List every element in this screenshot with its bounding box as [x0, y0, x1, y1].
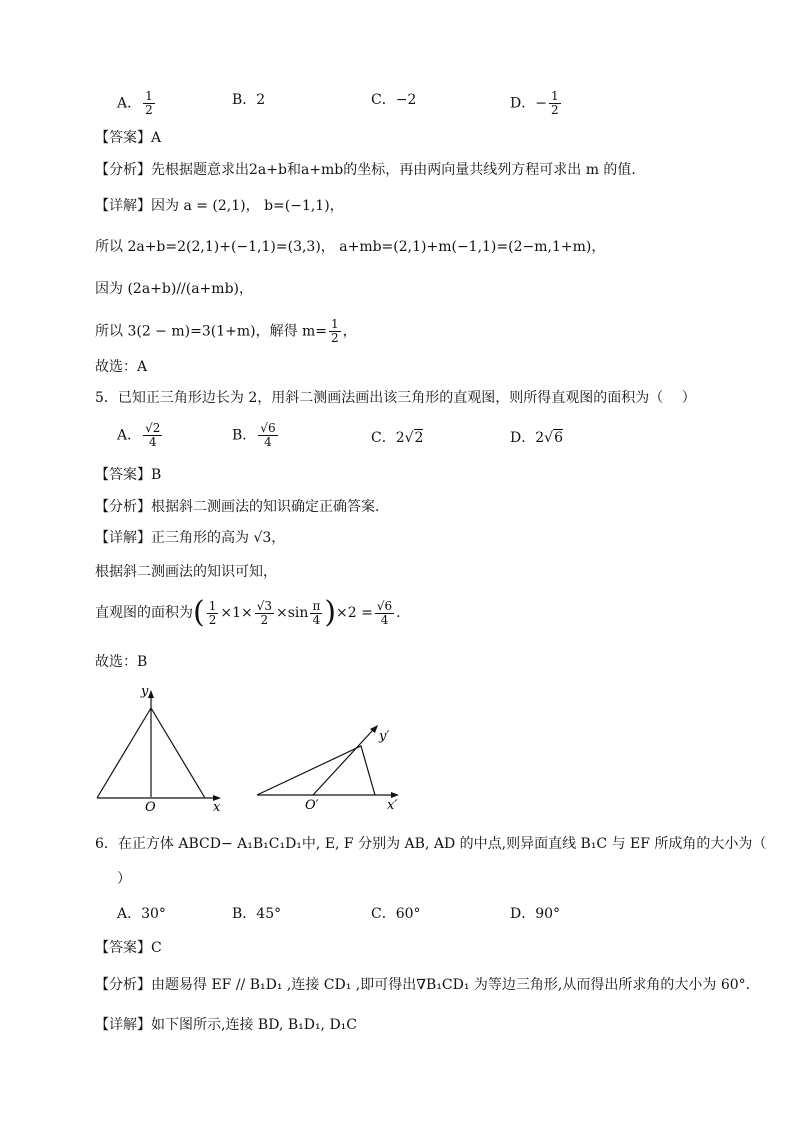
q6-analysis: 【分析】由题易得 EF // B₁D₁ ,连接 CD₁ ,即可得出∇B₁CD₁ 为等边三角形,从而得出所求角的大小为 60°. [95, 977, 751, 993]
q5-option-b: B． $\frac{√6}{4}$ [232, 421, 276, 449]
q4-step-3: 因为 (2a+b)//(a+mb)， [95, 281, 253, 297]
oblique-drawing-figure [85, 680, 415, 815]
q4-analysis: 【分析】先根据题意求出2a+b和a+mb的坐标，再由两向量共线列方程可求出 m 的值. [95, 162, 636, 178]
q4-option-d: D．− $\frac{1}{2}$ [510, 89, 559, 117]
q4-answer: 【答案】A [95, 130, 162, 146]
q5-answer: 【答案】B [95, 467, 162, 483]
q5-analysis: 【分析】根据斜二测画法的知识确定正确答案. [95, 499, 380, 515]
q4-option-b: B．2 [232, 92, 266, 108]
q6-detail: 【详解】如下图所示,连接 BD, B₁D₁, D₁C [95, 1017, 358, 1033]
q6-option-c: C．60° [371, 906, 421, 922]
q6-option-b: B．45° [232, 906, 282, 922]
q5-area-formula: 直观图的面积为( $\frac{1}{2}$ ×1× $\frac{√3}{2}$ ×sin $\frac{\pi}{4}$ )×2 = $\frac{√6}{4}$ . [95, 595, 401, 630]
q4-choice: 故选：A [95, 359, 148, 375]
q4-option-a: A． $\frac{1}{2}$ [117, 89, 153, 117]
q4-step-4: 所以 3(2 − m)=3(1+m)，解得 m= $\frac{1}{2}$ ， [95, 317, 357, 345]
q4-step-2: 所以 2a+b=2(2,1)+(−1,1)=(3,3)， a+mb=(2,1)+m(−1,1)=(2−m,1+m)， [95, 239, 606, 255]
q4-option-c: C．−2 [371, 92, 417, 108]
q4-detail: 【详解】因为 a = (2,1)， b=(−1,1)， [95, 198, 344, 214]
intuitive-triangle [257, 746, 375, 795]
q5-option-d: D．2√6 [510, 430, 563, 446]
q6-option-a: A．30° [117, 906, 166, 922]
q5-choice: 故选：B [95, 654, 148, 670]
q5-detail: 【详解】正三角形的高为 √3， [95, 530, 286, 546]
q6-answer: 【答案】C [95, 940, 162, 956]
o-prime-label: O′ [305, 798, 319, 813]
q6-question: 6．在正方体 ABCD− A₁B₁C₁D₁中, E, F 分别为 AB, AD 的中点,则异面直线 B₁C 与 EF 所成角的大小为（ [95, 836, 767, 852]
y-axis-arrow [148, 690, 154, 698]
y-prime-axis [313, 730, 373, 795]
q6-option-d: D．90° [510, 906, 561, 922]
x-label: x [213, 800, 221, 815]
y-label: y [141, 684, 149, 699]
x-prime-label: x′ [387, 798, 398, 813]
q5-step-2: 根据斜二测画法的知识可知， [95, 564, 277, 580]
q5-option-c: C．2√2 [371, 430, 424, 446]
q6-question-end: ） [117, 871, 131, 887]
y-prime-label: y′ [379, 729, 390, 744]
q5-question: 5．已知正三角形边长为 2，用斜二测画法画出该三角形的直观图，则所得直观图的面积为（ ） [95, 390, 696, 406]
o-label: O [145, 800, 156, 815]
q5-option-a: A． $\frac{√2}{4}$ [117, 421, 161, 449]
